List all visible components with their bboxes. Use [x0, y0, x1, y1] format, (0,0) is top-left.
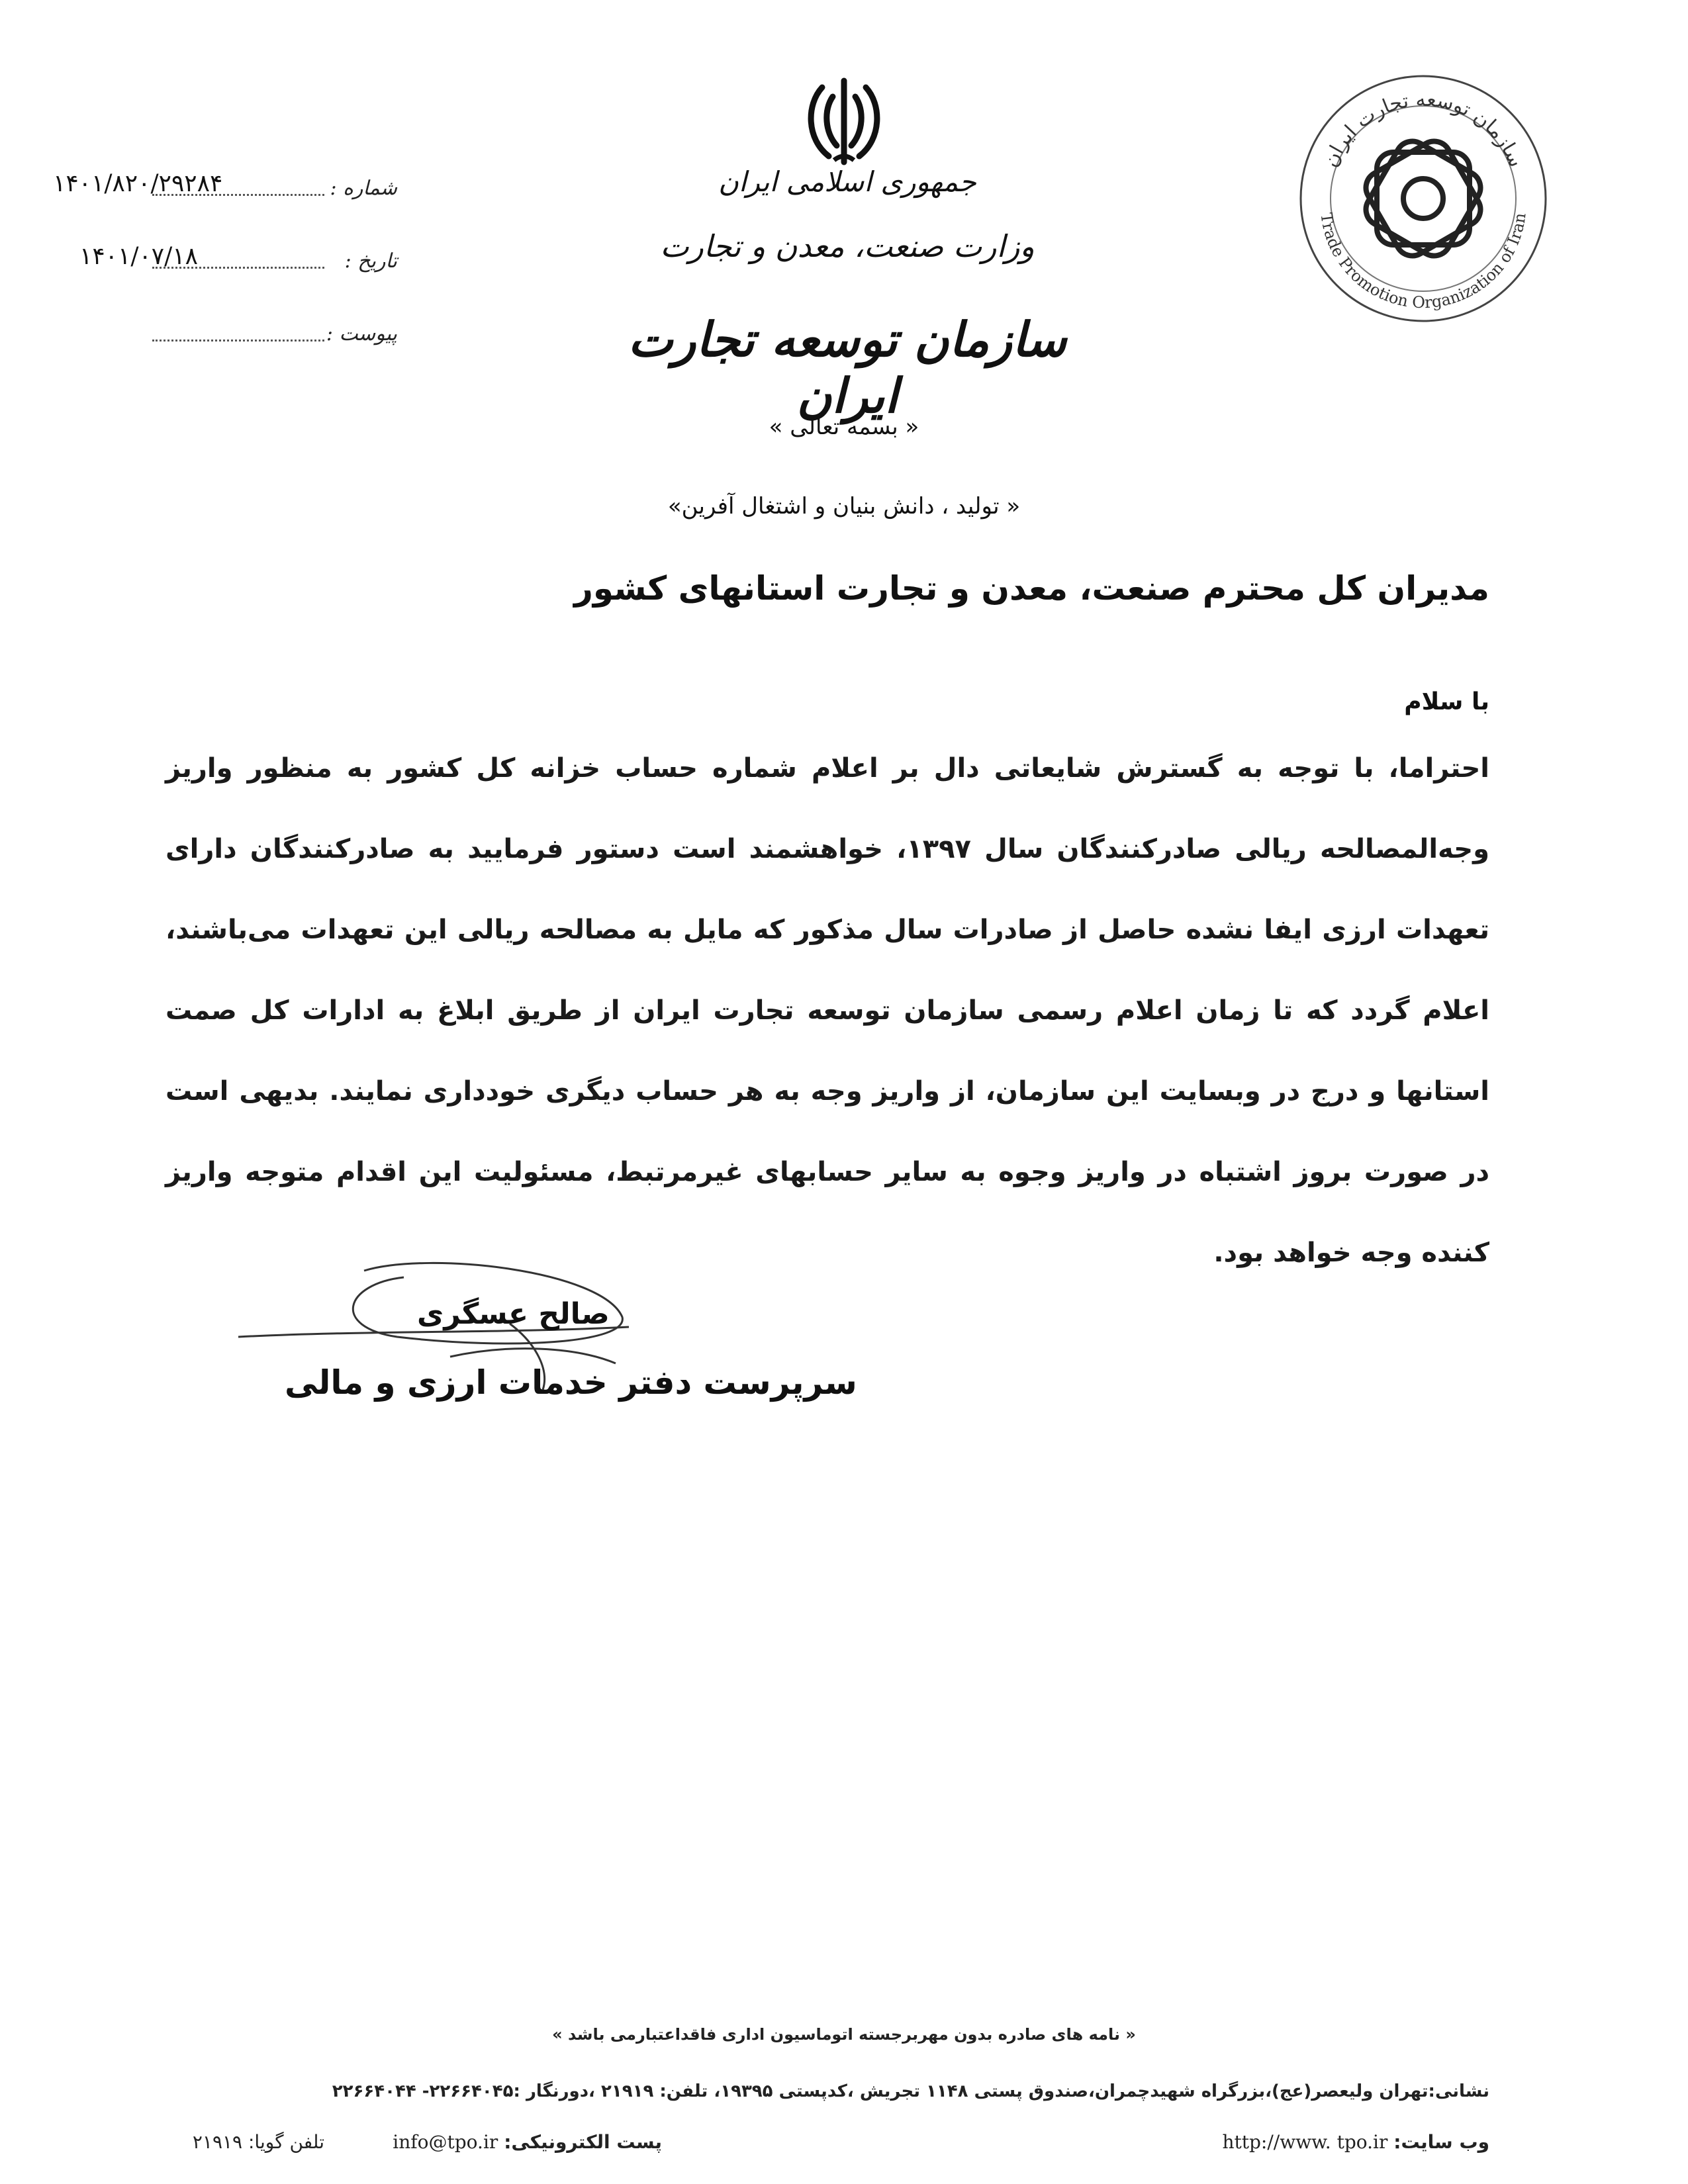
letter-body: احتراما، با توجه به گسترش شایعاتی دال بر اعلام شماره حساب خزانه کل کشور به منظور واریز وجه‌المصالحه ریالی صادرکنندگان سال ۱۳۹۷، خواهشمند است دستور فرمایید به صادرکنندگان دارای تعهدات ارزی ایفا نشده حاصل از صادرات سال مذکور که مایل به مصالحه ریالی این تعهدات می‌باشند، اعلام گردد که تا زمان اعلام رسمی سازمان توسعه تجارت ایران از طریق ابلاغ به ادارات کل صمت استانها و درج در وبسایت این سازمان، از واریز وجه به هر حساب دیگری خودداری نمایند. بدیهی است در صورت بروز اشتباه در واریز وجوه به سایر حسابهای غیرمرتبط، مسئولیت این اقدام متوجه واریز کننده وجه خواهد بود.	[165, 753, 1489, 1268]
republic-title: جمهوری اسلامی ایران	[718, 165, 976, 198]
email-label: پست الکترونیکی:	[504, 2131, 662, 2153]
footer-website	[1222, 2131, 1489, 2153]
email-link[interactable]: info@tpo.ir	[393, 2131, 498, 2153]
footer-phone	[193, 2131, 324, 2153]
invocation: « بسمه تعالی »	[769, 414, 919, 440]
signatory-name: صالح عسگری	[417, 1297, 610, 1331]
letter-number-dots	[152, 194, 324, 196]
greeting: با سلام	[1404, 688, 1489, 715]
seal-text-en: Trade Promotion Organization of Iran	[1317, 211, 1530, 312]
letter-number-label: شماره :	[330, 177, 397, 200]
letter-attachment-dots	[152, 340, 324, 341]
letter-date-label: تاریخ :	[344, 250, 397, 273]
letter-attachment-row	[53, 311, 397, 351]
phone-label: تلفن گویا:	[248, 2131, 324, 2153]
letter-date-value: ۱۴۰۱/۰۷/۱۸	[79, 243, 198, 270]
motto: « تولید ، دانش بنیان و اشتغال آفرین»	[667, 493, 1021, 520]
letter-date-dots	[152, 267, 324, 269]
seal-text-fa: سازمان توسعه تجارت ایران	[1319, 87, 1528, 171]
website-link[interactable]: http://www. tpo.ir	[1222, 2131, 1388, 2153]
letter-attachment-label: پیوست :	[326, 322, 397, 345]
iran-emblem-icon	[794, 73, 894, 172]
organization-title: سازمان توسعه تجارت ایران	[628, 311, 1067, 424]
footer-email	[393, 2131, 662, 2153]
website-label: وب سایت:	[1393, 2131, 1489, 2153]
letter-date-row	[53, 238, 397, 278]
letter-number-value: ۱۴۰۱/۸۲۰/۲۹۲۸۴	[53, 170, 223, 197]
tpo-seal-logo	[1291, 66, 1556, 331]
phone-number: ۲۱۹۱۹	[192, 2131, 243, 2153]
letter-number-row	[53, 165, 397, 205]
signatory-title: سرپرست دفتر خدمات ارزی و مالی	[285, 1363, 857, 1402]
addressee: مدیران کل محترم صنعت، معدن و تجارت استانهای کشور	[574, 569, 1489, 608]
footer-note: « نامه های صادره بدون مهربرجسته اتوماسیون اداری فاقداعتبارمی باشد »	[552, 2025, 1136, 2044]
footer-address: نشانی:تهران ولیعصر(عج)،بزرگراه شهیدچمران،صندوق پستی ۱۱۴۸ تجریش ،کدپستی ۱۹۳۹۵، تلفن: ۲۱۹۱۹ ،دورنگار :۲۲۶۶۴۰۴۵- ۲۲۶۶۴۰۴۴	[332, 2081, 1489, 2101]
ministry-title: وزارت صنعت، معدن و تجارت	[660, 228, 1035, 264]
